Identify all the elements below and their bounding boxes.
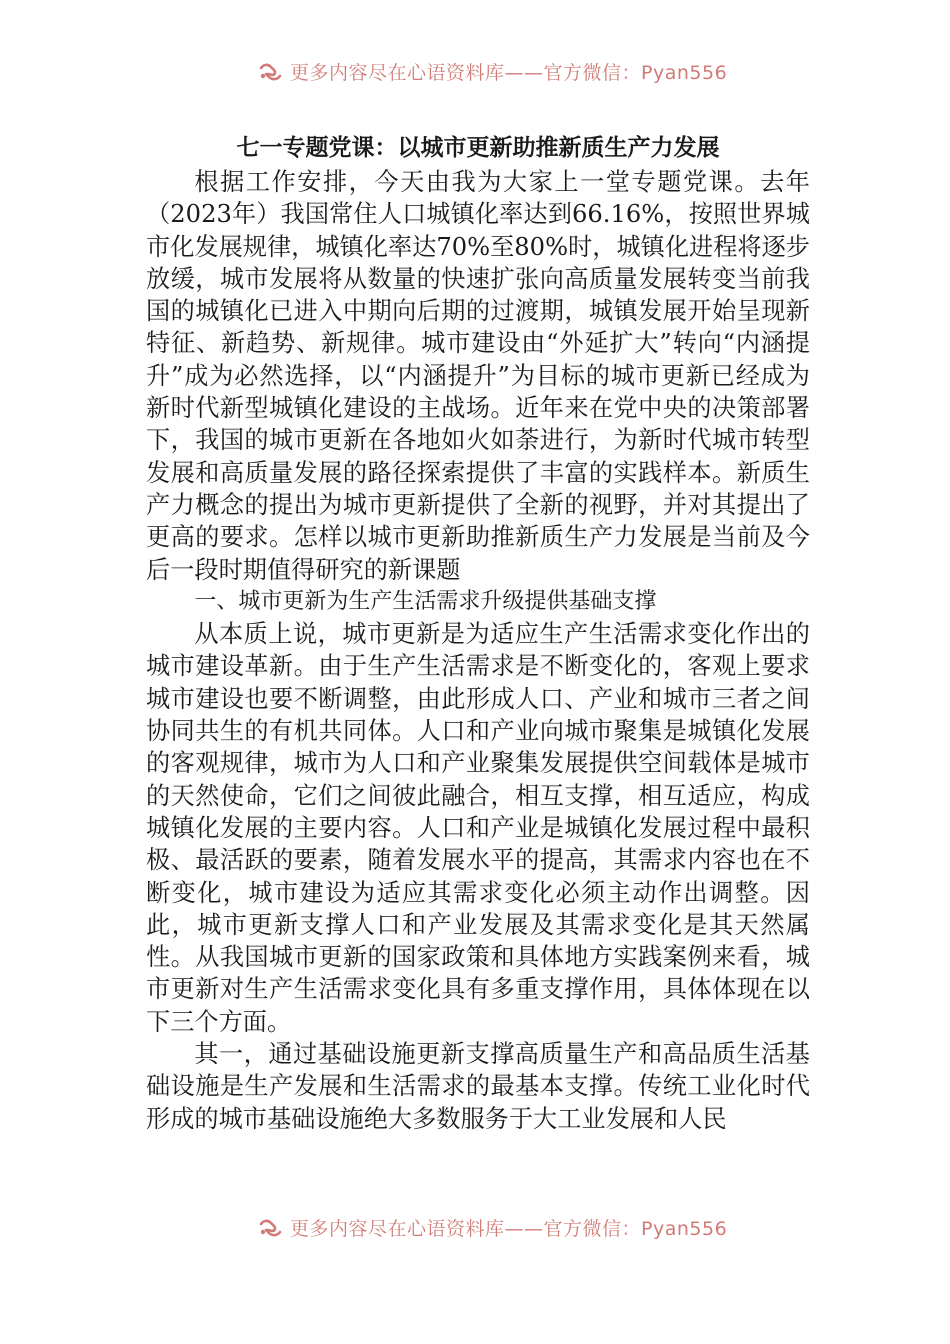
paragraph-first-point: 其一，通过基础设施更新支撑高质量生产和高品质生活基础设施是生产发展和生活需求的最基本支撑。传统工业化时代形成的城市基础设施绝大多数服务于大工业发展和人民 bbox=[146, 1040, 810, 1133]
watermark-text: 更多内容尽在心语资料库——官方微信：Pyan556 bbox=[290, 62, 728, 84]
paragraph-essence: 从本质上说，城市更新是为适应生产生活需求变化作出的城市建设革新。由于生产生活需求是不断变化的，客观上要求城市建设也要不断调整，由此形成人口、产业和城市三者之间协同共生的有机共同体。人口和产业向城市聚集是城镇化发展的客观规律，城市为人口和产业聚集发展提供空间载体是城市的天然使命，它们之间彼此融合，相互支撑，相互适应，构成城镇化发展的主要内容。人口和产业是城镇化发展过程中最积极、最活跃的要素，随着发展水平的提高，其需求内容也在不断变化，城市建设为适应其需求变化必须主动作出调整。因此，城市更新支撑人口和产业发展及其需求变化是其天然属性。从我国城市更新的国家政策和具体地方实践案例来看，城市更新对生产生活需求变化具有多重支撑作用，具体体现在以下三个方面。 bbox=[146, 620, 810, 1036]
paragraph-intro: 根据工作安排，今天由我为大家上一堂专题党课。去年（2023年）我国常住人口城镇化率达到66.16%，按照世界城市化发展规律，城镇化率达70%至80%时，城镇化进程将逐步放缓，城市发展将从数量的快速扩张向高质量发展转变当前我国的城镇化已进入中期向后期的过渡期，城镇发展开始呈现新特征、新趋势、新规律。城市建设由“外延扩大”转向“内涵提升”成为必然选择，以“内涵提升”为目标的城市更新已经成为新时代新型城镇化建设的主战场。近年来在党中央的决策部署下，我国的城市更新在各地如火如荼进行，为新时代城市转型发展和高质量发展的路径探索提供了丰富的实践样本。新质生产力概念的提出为城市更新提供了全新的视野，并对其提出了更高的要求。怎样以城市更新助推新质生产力发展是当前及今后一段时期值得研究的新课题 bbox=[146, 168, 810, 584]
section-heading: 一、城市更新为生产生活需求升级提供基础支撑 bbox=[194, 588, 657, 614]
document-page bbox=[146, 130, 810, 1135]
watermark-text: 更多内容尽在心语资料库——官方微信：Pyan556 bbox=[290, 1218, 728, 1240]
handshake-logo-icon bbox=[258, 62, 284, 82]
document-title: 七一专题党课：以城市更新助推新质生产力发展 bbox=[236, 135, 720, 161]
watermark-footer bbox=[258, 1214, 727, 1241]
handshake-logo-icon bbox=[258, 1218, 284, 1238]
watermark-header bbox=[258, 58, 727, 85]
